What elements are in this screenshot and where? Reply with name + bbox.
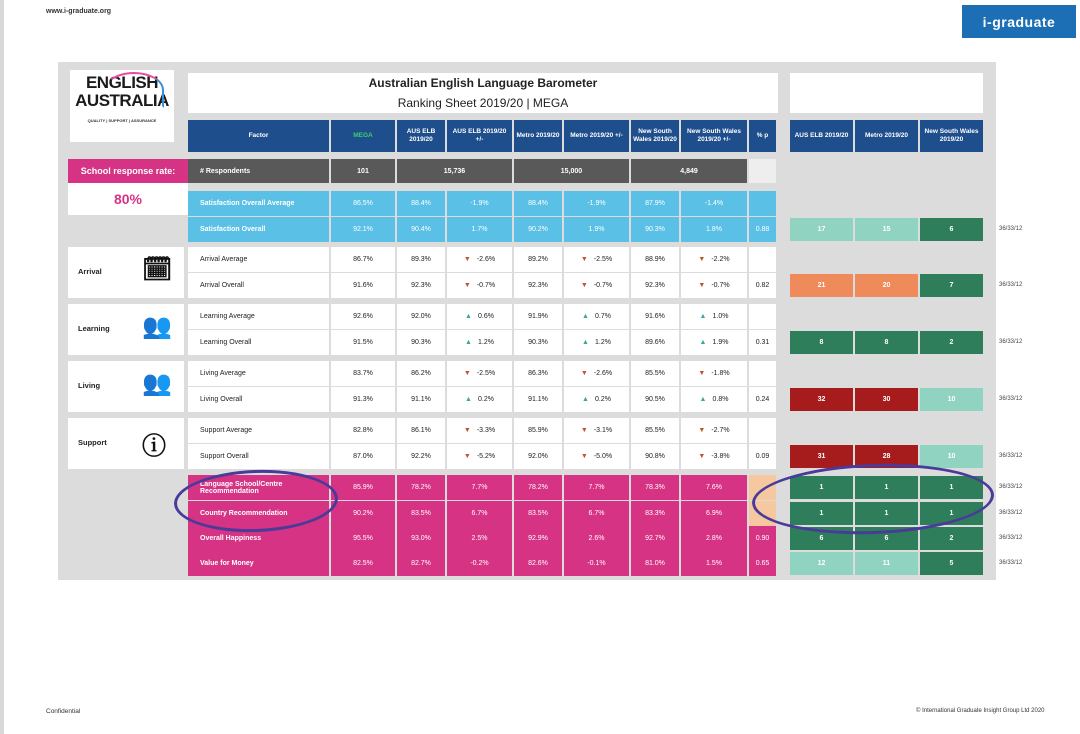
change-cell: -1.4% <box>681 191 747 216</box>
row-date: 36/33/12 <box>999 282 1023 288</box>
value-cell: 0.82 <box>749 273 776 298</box>
value-cell: 92.6% <box>331 304 395 329</box>
down-arrow-icon: ▼ <box>698 370 706 377</box>
up-arrow-icon: ▲ <box>465 313 472 320</box>
rank-cell: 31 <box>790 445 853 468</box>
rank-cell: 30 <box>855 388 918 411</box>
value-cell: 89.3% <box>397 247 445 272</box>
value-cell: 85.5% <box>631 361 679 386</box>
respondents-metro: 15,000 <box>514 159 629 183</box>
change-value: 0.2% <box>477 396 494 403</box>
row-date: 36/33/12 <box>999 510 1023 516</box>
change-cell <box>564 387 629 412</box>
down-arrow-icon: ▼ <box>580 256 588 263</box>
value-cell: 91.1% <box>514 387 562 412</box>
value-cell: 78.3% <box>631 475 679 500</box>
value-cell: 91.6% <box>331 273 395 298</box>
value-cell: 88.4% <box>514 191 562 216</box>
down-arrow-icon: ▼ <box>698 453 706 460</box>
change-cell <box>564 418 629 443</box>
rank-cell: 8 <box>790 331 853 354</box>
value-cell: 87.0% <box>331 444 395 469</box>
value-cell: 82.8% <box>331 418 395 443</box>
report-title: Australian English Language Barometer <box>188 73 778 93</box>
change-value: -2.5% <box>476 370 496 377</box>
rank-cell: 11 <box>855 552 918 575</box>
value-cell: 86.3% <box>514 361 562 386</box>
rank-cell: 15 <box>855 218 918 241</box>
value-cell: 90.8% <box>631 444 679 469</box>
respondents-mega: 101 <box>331 159 395 183</box>
change-cell <box>447 247 512 272</box>
logo-line2: AUSTRALIA <box>75 91 169 110</box>
down-arrow-icon: ▼ <box>580 453 588 460</box>
column-header: AUS ELB 2019/20 <box>397 120 445 152</box>
rank-cell: 1 <box>855 476 918 499</box>
rank-cell: 6 <box>855 527 918 550</box>
column-header: New South Wales 2019/20 <box>631 120 679 152</box>
change-value: -2.7% <box>711 427 730 434</box>
row-label: Language School/Centre Recommendation <box>188 475 329 500</box>
column-header: % p <box>749 120 776 152</box>
logo-tagline: QUALITY | SUPPORT | ASSURANCE <box>87 118 157 123</box>
logo-arc-icon <box>104 72 164 108</box>
value-cell: 85.9% <box>514 418 562 443</box>
row-label: Overall Happiness <box>188 526 329 551</box>
change-value: 1.2% <box>594 339 611 346</box>
rank-cell: 1 <box>790 502 853 525</box>
value-cell: 90.5% <box>631 387 679 412</box>
change-value: -3.3% <box>476 427 496 434</box>
down-arrow-icon: ▼ <box>698 427 706 434</box>
rank-cell: 1 <box>920 502 983 525</box>
down-arrow-icon: ▼ <box>463 256 471 263</box>
row-date: 36/33/12 <box>999 339 1023 345</box>
up-arrow-icon: ▲ <box>465 339 472 346</box>
rank-cell: 2 <box>920 331 983 354</box>
value-cell: 90.2% <box>514 217 562 242</box>
value-cell: 92.3% <box>397 273 445 298</box>
value-cell: 92.0% <box>397 304 445 329</box>
row-label: Country Recommendation <box>188 501 329 526</box>
rank-cell: 2 <box>920 527 983 550</box>
row-label: Arrival Overall <box>188 273 329 298</box>
value-cell: 81.0% <box>631 551 679 576</box>
change-cell: 1.5% <box>681 551 747 576</box>
people-chat-icon: 👥 <box>142 369 172 397</box>
logo-line1: ENGLISH <box>85 73 159 92</box>
column-header: MEGA <box>331 120 395 152</box>
value-cell: 92.3% <box>631 273 679 298</box>
change-value: -2.5% <box>593 256 613 263</box>
change-cell <box>681 247 747 272</box>
row-label: Arrival Average <box>188 247 329 272</box>
brand-logo: i-graduate <box>962 5 1076 38</box>
value-cell: 89.6% <box>631 330 679 355</box>
change-value: 0.2% <box>594 396 611 403</box>
change-cell <box>447 273 512 298</box>
column-header: Factor <box>188 120 329 152</box>
value-cell: 92.7% <box>631 526 679 551</box>
calendar-icon: 🗓 <box>142 255 173 283</box>
change-value: 0.6% <box>477 313 494 320</box>
value-cell <box>749 191 776 216</box>
value-cell <box>749 247 776 272</box>
value-cell: 0.90 <box>749 526 776 551</box>
row-label: Value for Money <box>188 551 329 576</box>
change-value: -2.6% <box>476 256 496 263</box>
value-cell: 95.5% <box>331 526 395 551</box>
down-arrow-icon: ▼ <box>698 282 706 289</box>
down-arrow-icon: ▼ <box>698 256 706 263</box>
change-cell: 2.5% <box>447 526 512 551</box>
change-value: -0.7% <box>711 282 730 289</box>
value-cell: 0.88 <box>749 217 776 242</box>
rank-cell <box>855 192 918 215</box>
row-label: Satisfaction Overall Average <box>188 191 329 216</box>
value-cell: 90.4% <box>397 217 445 242</box>
section-name: Support <box>78 438 107 447</box>
value-cell <box>749 361 776 386</box>
row-date: 36/33/12 <box>999 226 1023 232</box>
row-date: 36/33/12 <box>999 535 1023 541</box>
row-label: Learning Average <box>188 304 329 329</box>
change-cell: 1.7% <box>447 217 512 242</box>
section-box <box>68 418 184 469</box>
column-header: Metro 2019/20 <box>514 120 562 152</box>
up-arrow-icon: ▲ <box>582 396 589 403</box>
value-cell: 0.24 <box>749 387 776 412</box>
value-cell: 91.6% <box>631 304 679 329</box>
rank-cell: 20 <box>855 274 918 297</box>
change-value: -3.8% <box>711 453 730 460</box>
section-box <box>68 361 184 412</box>
respondents-nsw: 4,849 <box>631 159 747 183</box>
rank-cell: 6 <box>920 218 983 241</box>
respondents-label: # Respondents <box>188 159 329 183</box>
row-label: Living Average <box>188 361 329 386</box>
value-cell: 93.0% <box>397 526 445 551</box>
down-arrow-icon: ▼ <box>463 282 471 289</box>
info-icon: ⓘ <box>142 432 166 460</box>
change-value: 0.8% <box>712 396 729 403</box>
school-response-value: 80% <box>68 183 188 215</box>
value-cell: 90.3% <box>514 330 562 355</box>
change-cell: -0.1% <box>564 551 629 576</box>
value-cell: 78.2% <box>514 475 562 500</box>
value-cell: 91.5% <box>331 330 395 355</box>
rank-cell: 1 <box>855 502 918 525</box>
school-response-label: School response rate: <box>68 159 188 183</box>
row-date: 36/33/12 <box>999 484 1023 490</box>
respondents-p <box>749 159 776 183</box>
value-cell: 92.9% <box>514 526 562 551</box>
value-cell: 91.1% <box>397 387 445 412</box>
change-cell <box>681 361 747 386</box>
down-arrow-icon: ▼ <box>463 370 471 377</box>
change-cell <box>681 387 747 412</box>
change-cell: 1.9% <box>564 217 629 242</box>
change-value: 1.9% <box>712 339 729 346</box>
classroom-icon: 👥 <box>142 312 172 340</box>
column-header: Metro 2019/20 +/- <box>564 120 629 152</box>
change-cell <box>447 444 512 469</box>
section-box <box>68 247 184 298</box>
rank-column-header: New South Wales 2019/20 <box>920 120 983 152</box>
column-header: AUS ELB 2019/20 +/- <box>447 120 512 152</box>
value-cell: 83.3% <box>631 501 679 526</box>
value-cell: 87.9% <box>631 191 679 216</box>
change-cell: 7.7% <box>564 475 629 500</box>
value-cell: 90.3% <box>631 217 679 242</box>
rank-title-box <box>790 73 983 113</box>
value-cell: 92.0% <box>514 444 562 469</box>
section-box <box>68 304 184 355</box>
value-cell: 86.7% <box>331 247 395 272</box>
value-cell: 92.3% <box>514 273 562 298</box>
row-label: Learning Overall <box>188 330 329 355</box>
down-arrow-icon: ▼ <box>463 453 471 460</box>
value-cell: 88.9% <box>631 247 679 272</box>
value-cell: 88.4% <box>397 191 445 216</box>
rank-cell: 8 <box>855 331 918 354</box>
section-name: Learning <box>78 324 110 333</box>
section-name: Living <box>78 381 101 390</box>
value-cell: 90.3% <box>397 330 445 355</box>
rank-cell: 28 <box>855 445 918 468</box>
change-cell: 7.6% <box>681 475 747 500</box>
down-arrow-icon: ▼ <box>580 370 588 377</box>
value-cell: 0.65 <box>749 551 776 576</box>
down-arrow-icon: ▼ <box>463 427 471 434</box>
change-cell <box>564 247 629 272</box>
value-cell <box>749 304 776 329</box>
change-cell <box>681 418 747 443</box>
rank-cell: 17 <box>790 218 853 241</box>
rank-cell: 5 <box>920 552 983 575</box>
respondents-aus: 15,736 <box>397 159 512 183</box>
change-cell <box>447 387 512 412</box>
value-cell: 0.09 <box>749 444 776 469</box>
rank-cell: 21 <box>790 274 853 297</box>
up-arrow-icon: ▲ <box>465 396 472 403</box>
rank-column-header: AUS ELB 2019/20 <box>790 120 853 152</box>
change-cell <box>447 330 512 355</box>
value-cell: 91.3% <box>331 387 395 412</box>
change-cell: 2.8% <box>681 526 747 551</box>
value-cell: 82.7% <box>397 551 445 576</box>
change-cell <box>564 361 629 386</box>
down-arrow-icon: ▼ <box>580 282 588 289</box>
row-date: 36/33/12 <box>999 560 1023 566</box>
value-cell: 86.1% <box>397 418 445 443</box>
rank-cell: 1 <box>920 476 983 499</box>
change-cell <box>447 304 512 329</box>
value-cell: 82.6% <box>514 551 562 576</box>
value-cell <box>749 418 776 443</box>
row-date: 36/33/12 <box>999 453 1023 459</box>
change-cell <box>447 361 512 386</box>
change-value: -5.0% <box>593 453 613 460</box>
change-cell <box>564 273 629 298</box>
change-cell: 1.8% <box>681 217 747 242</box>
copyright-label: © International Graduate Insight Group Ltd 2020 <box>916 708 1045 714</box>
english-australia-logo <box>70 70 174 142</box>
change-cell <box>564 330 629 355</box>
change-cell: -0.2% <box>447 551 512 576</box>
rank-cell: 1 <box>790 476 853 499</box>
rank-cell: 10 <box>920 388 983 411</box>
confidential-label: Confidential <box>46 708 81 715</box>
rank-column-header: Metro 2019/20 <box>855 120 918 152</box>
value-cell: 85.5% <box>631 418 679 443</box>
change-cell: 2.6% <box>564 526 629 551</box>
change-cell <box>564 444 629 469</box>
change-cell <box>447 418 512 443</box>
row-date: 36/33/12 <box>999 396 1023 402</box>
rank-cell: 12 <box>790 552 853 575</box>
value-cell: 83.5% <box>514 501 562 526</box>
change-value: 1.2% <box>477 339 494 346</box>
rank-cell: 7 <box>920 274 983 297</box>
change-cell <box>564 304 629 329</box>
row-label: Support Overall <box>188 444 329 469</box>
up-arrow-icon: ▲ <box>699 339 707 346</box>
value-cell: 92.2% <box>397 444 445 469</box>
value-cell: 86.2% <box>397 361 445 386</box>
row-label: Support Average <box>188 418 329 443</box>
change-cell <box>681 330 747 355</box>
value-cell: 86.5% <box>331 191 395 216</box>
rank-cell: 6 <box>790 527 853 550</box>
change-cell <box>681 273 747 298</box>
value-cell: 83.5% <box>397 501 445 526</box>
value-cell: 89.2% <box>514 247 562 272</box>
value-cell: 0.31 <box>749 330 776 355</box>
change-value: 0.7% <box>594 313 611 320</box>
up-arrow-icon: ▲ <box>699 313 707 320</box>
report-subtitle: Ranking Sheet 2019/20 | MEGA <box>188 93 778 113</box>
value-cell: 78.2% <box>397 475 445 500</box>
row-label: Living Overall <box>188 387 329 412</box>
up-arrow-icon: ▲ <box>582 313 589 320</box>
change-cell: 6.7% <box>447 501 512 526</box>
value-cell: 85.9% <box>331 475 395 500</box>
row-label: Satisfaction Overall <box>188 217 329 242</box>
value-cell: 91.9% <box>514 304 562 329</box>
change-value: -5.2% <box>476 453 496 460</box>
rank-cell: 10 <box>920 445 983 468</box>
change-value: -2.2% <box>711 256 730 263</box>
change-value: -0.7% <box>476 282 496 289</box>
value-cell: 82.5% <box>331 551 395 576</box>
value-cell: 83.7% <box>331 361 395 386</box>
change-value: -3.1% <box>593 427 613 434</box>
column-header: New South Wales 2019/20 +/- <box>681 120 747 152</box>
page-edge <box>0 0 4 734</box>
up-arrow-icon: ▲ <box>582 339 589 346</box>
change-cell: -1.9% <box>564 191 629 216</box>
down-arrow-icon: ▼ <box>580 427 588 434</box>
change-cell: 6.9% <box>681 501 747 526</box>
change-cell <box>681 304 747 329</box>
change-cell <box>681 444 747 469</box>
rank-cell <box>920 192 983 215</box>
value-cell: 92.1% <box>331 217 395 242</box>
change-value: -0.7% <box>593 282 613 289</box>
change-cell: 6.7% <box>564 501 629 526</box>
section-name: Arrival <box>78 267 102 276</box>
value-cell: 90.2% <box>331 501 395 526</box>
up-arrow-icon: ▲ <box>699 396 707 403</box>
change-cell: -1.9% <box>447 191 512 216</box>
rank-cell: 32 <box>790 388 853 411</box>
change-cell: 7.7% <box>447 475 512 500</box>
change-value: -2.6% <box>593 370 613 377</box>
change-value: -1.8% <box>711 370 730 377</box>
rank-cell <box>790 192 853 215</box>
website-url: www.i-graduate.org <box>46 8 112 15</box>
change-value: 1.0% <box>712 313 729 320</box>
